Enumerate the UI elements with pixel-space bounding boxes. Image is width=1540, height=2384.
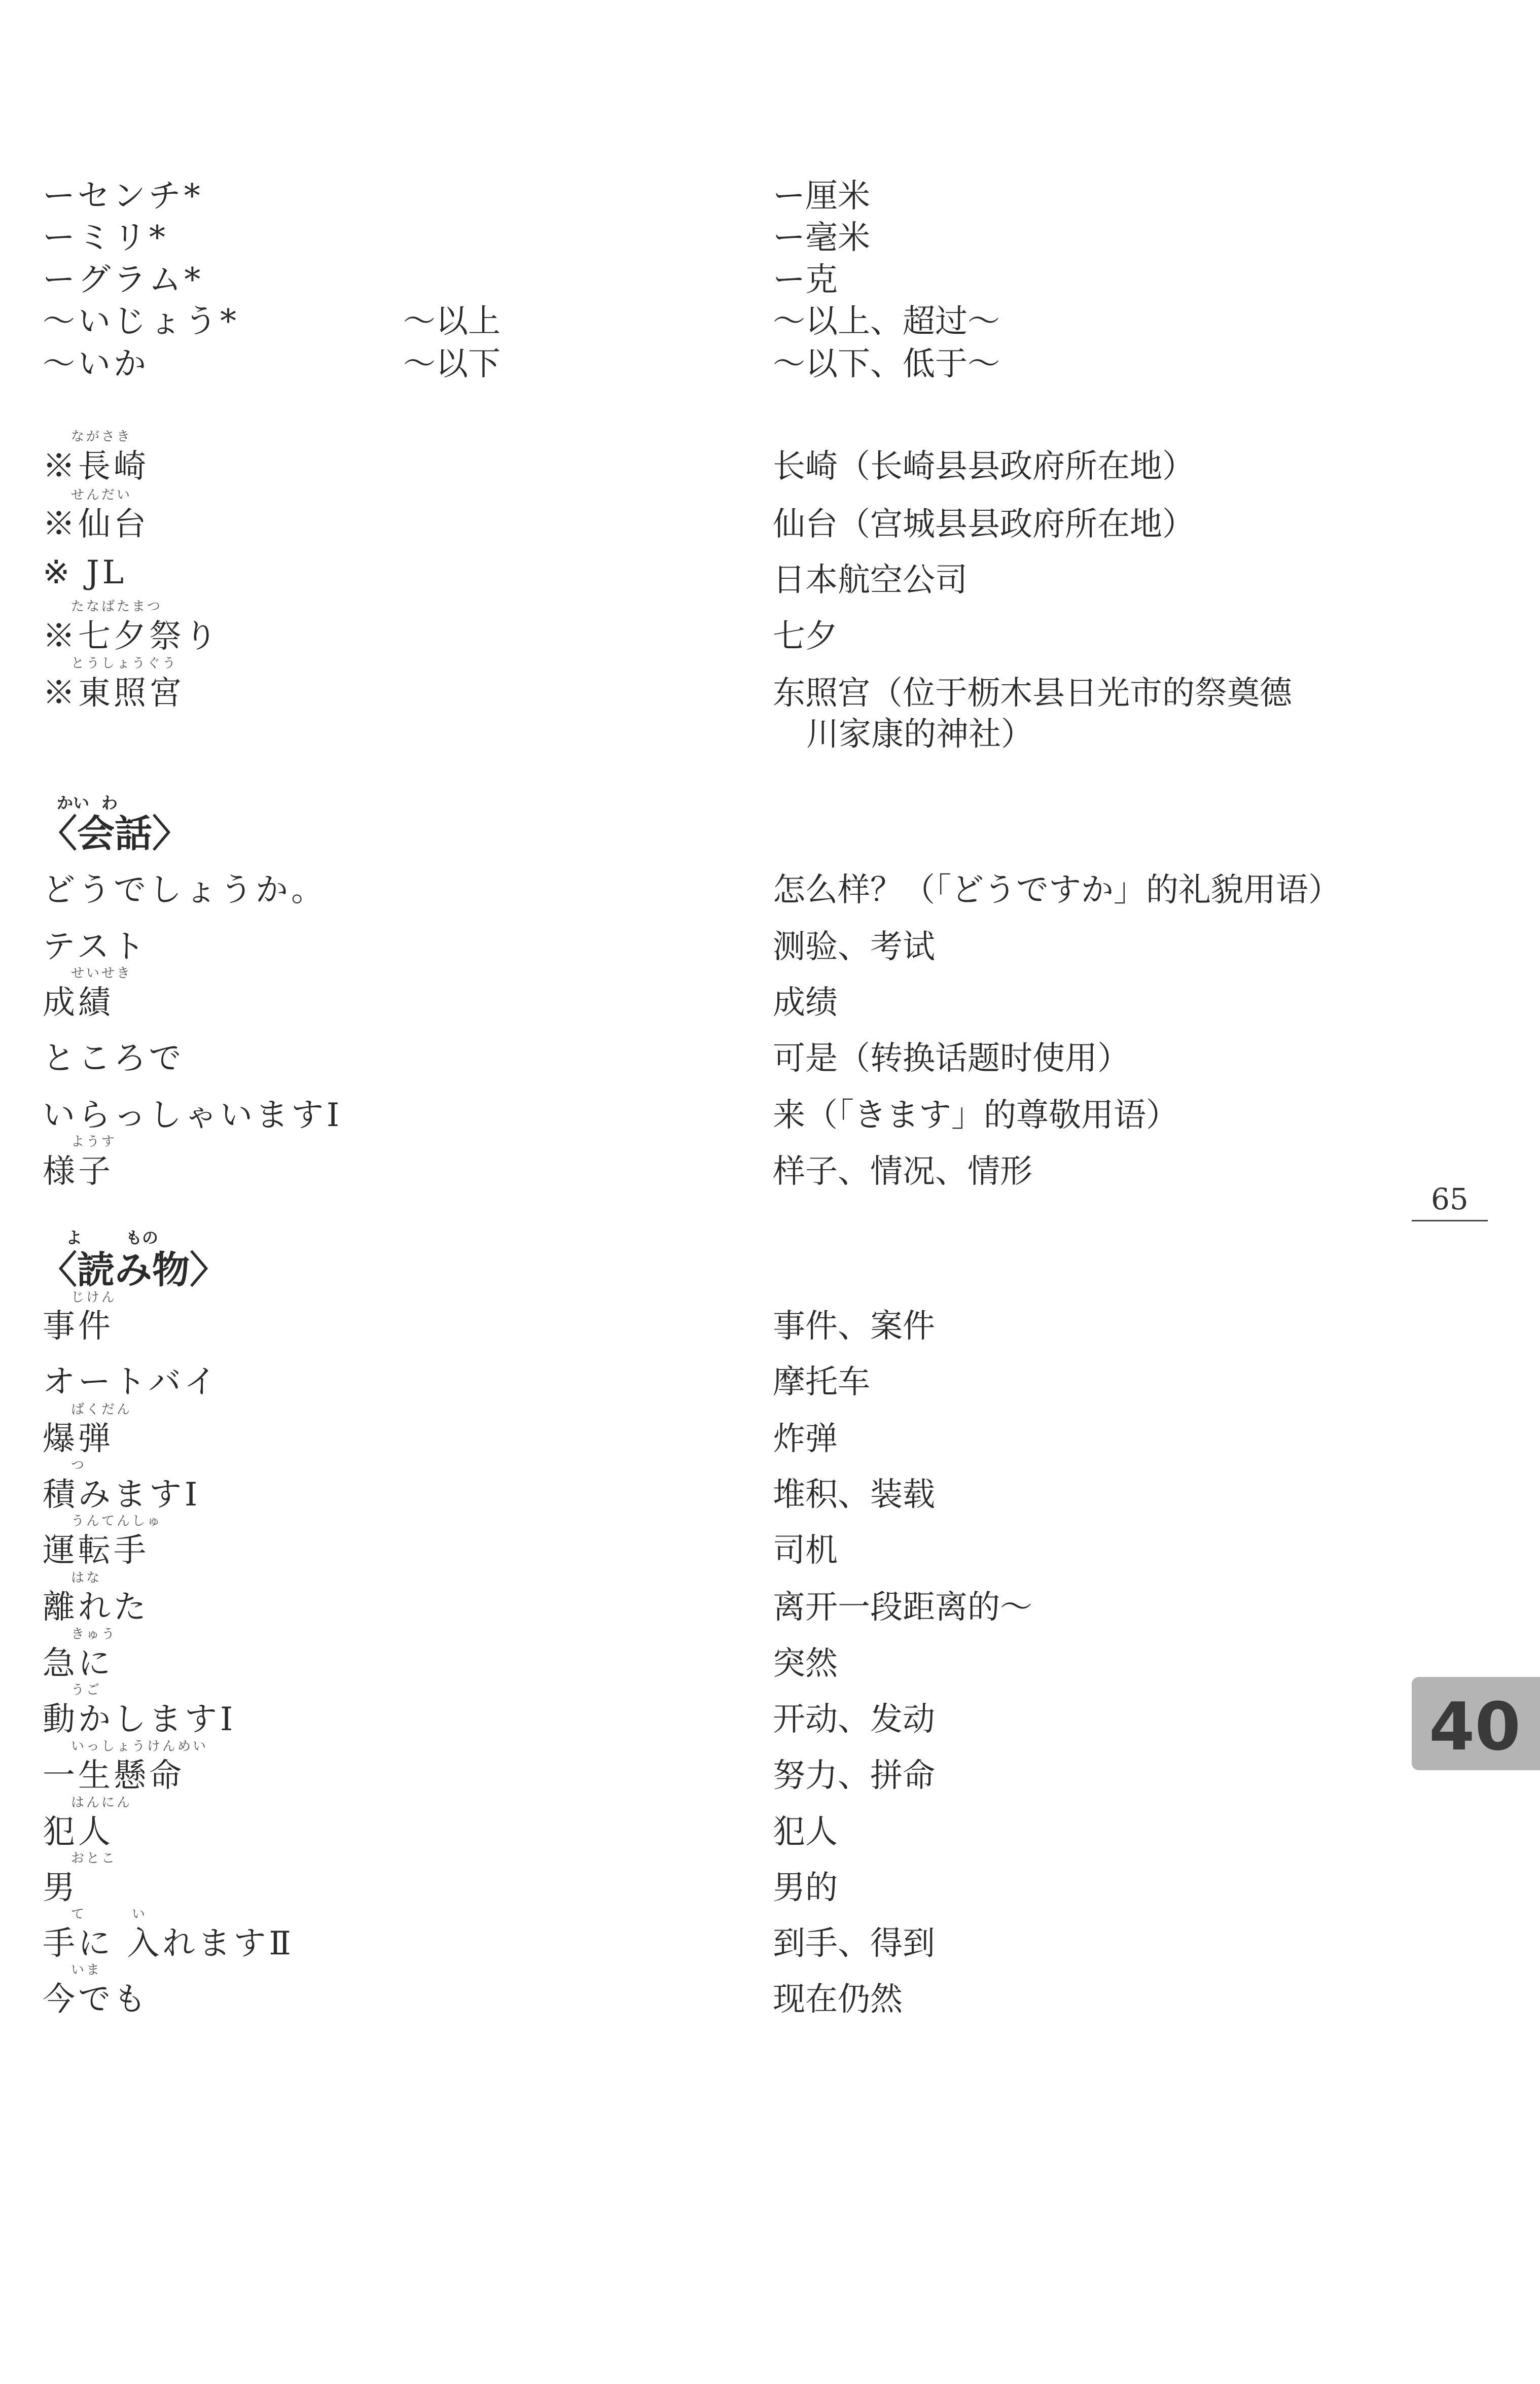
vocab-jp: 様子 [43, 1153, 114, 1190]
vocab-jp: ※ JL [43, 554, 127, 591]
vocab-jp: ※長崎 [43, 448, 149, 485]
vocab-cn-continued: 川家康的神社） [806, 716, 1033, 753]
vocab-jp: ーミリ* [43, 219, 168, 257]
vocab-cn: 努力、拼命 [773, 1757, 935, 1795]
vocab-jp: 事件 [43, 1308, 114, 1345]
lesson-tab [1412, 1677, 1540, 1770]
furigana: うご [71, 1682, 102, 1698]
page-number: 65 [1431, 1182, 1469, 1216]
furigana: じけん [71, 1290, 117, 1305]
vocab-cn: ～以下、低于～ [773, 345, 1000, 383]
furigana: ばくだん [71, 1402, 132, 1417]
heading-furigana: もの [126, 1228, 159, 1247]
vocab-jp: いらっしゃいますⅠ [43, 1097, 343, 1134]
vocab-jp: オートバイ [43, 1363, 220, 1401]
vocab-jp: 男 [43, 1869, 78, 1907]
vocab-cn: 怎么样？（「どうですか」的礼貌用语） [773, 871, 1341, 909]
vocab-cn: 炸弹 [773, 1420, 838, 1458]
vocab-kanji: ～以上 [403, 303, 500, 340]
furigana: おとこ [71, 1851, 117, 1866]
section-heading: 〈読み物〉 [40, 1248, 227, 1292]
vocab-cn: 摩托车 [773, 1363, 870, 1401]
furigana: はんにん [71, 1795, 132, 1810]
vocab-cn: 男的 [773, 1869, 838, 1907]
furigana: いま [71, 1962, 102, 1978]
vocab-cn: 测验、考试 [773, 928, 935, 966]
vocab-cn: 离开一段距离的～ [773, 1589, 1032, 1626]
vocab-jp: テスト [43, 928, 148, 966]
vocab-jp: ーグラム* [43, 261, 204, 299]
heading-furigana: わ [101, 793, 118, 813]
vocab-jp: ところで [43, 1040, 185, 1077]
section-heading: 〈会話〉 [40, 812, 190, 856]
vocab-cn: 现在仍然 [773, 1981, 903, 2018]
vocab-cn: ー克 [773, 261, 838, 299]
vocab-cn: 堆积、装载 [773, 1476, 935, 1514]
vocab-cn: 样子、情况、情形 [773, 1153, 1032, 1190]
vocab-jp: ※東照宮 [43, 675, 185, 712]
vocab-cn: ー毫米 [773, 219, 870, 257]
vocab-jp: 犯人 [43, 1813, 114, 1851]
vocab-jp: ～いじょう* [43, 303, 239, 340]
heading-furigana: よ [66, 1228, 83, 1247]
furigana: たなばたまつ [71, 599, 163, 614]
vocab-jp: ※七夕祭り [43, 618, 220, 655]
vocab-cn: 来（「きます」的尊敬用语） [773, 1097, 1178, 1134]
vocab-cn: 仙台（宫城县县政府所在地） [773, 506, 1195, 543]
page-number-rule [1412, 1220, 1488, 1221]
vocab-cn: 事件、案件 [773, 1308, 935, 1345]
furigana: せんだい [71, 487, 132, 503]
vocab-cn: ー厘米 [773, 178, 870, 215]
vocab-jp: 今でも [43, 1981, 149, 2018]
vocab-cn: 突然 [773, 1645, 838, 1682]
vocab-cn: 开动、发动 [773, 1701, 935, 1738]
furigana: いっしょうけんめい [71, 1739, 208, 1754]
vocab-cn: 东照宫（位于枥木县日光市的祭奠德 [773, 675, 1292, 712]
vocab-jp: 爆弾 [43, 1420, 114, 1458]
vocab-jp: 積みますⅠ [43, 1476, 201, 1514]
vocab-cn: 七夕 [773, 618, 838, 655]
vocab-jp: 動かしますⅠ [43, 1701, 236, 1738]
vocab-jp: ～いか [43, 345, 149, 383]
furigana: ようす [71, 1134, 117, 1149]
furigana: とうしょうぐう [71, 656, 178, 671]
vocab-jp: 手に 入れますⅡ [43, 1925, 294, 1962]
vocab-kanji: ～以下 [403, 345, 500, 383]
vocab-cn: 可是（转换话题时使用） [773, 1040, 1130, 1077]
vocab-jp: ーセンチ* [43, 178, 203, 215]
furigana: ながさき [71, 429, 132, 444]
lesson-tab-label: 40 [1429, 1688, 1521, 1765]
vocab-cn: 长崎（长崎县县政府所在地） [773, 448, 1195, 485]
vocab-jp: ※仙台 [43, 506, 149, 543]
furigana: せいせき [71, 966, 132, 981]
furigana: はな [71, 1570, 102, 1586]
vocab-cn: 犯人 [773, 1813, 838, 1851]
vocab-jp: 成績 [43, 984, 114, 1022]
vocab-cn: 日本航空公司 [773, 562, 968, 599]
furigana: て い [71, 1907, 148, 1922]
vocab-jp: 運転手 [43, 1532, 149, 1569]
furigana: うんてんしゅ [71, 1514, 163, 1529]
vocab-jp: どうでしょうか。 [43, 871, 327, 909]
vocab-cn: 成绩 [773, 984, 838, 1022]
vocab-jp: 急に [43, 1645, 114, 1682]
vocab-cn: 司机 [773, 1532, 838, 1569]
heading-furigana: かい [57, 793, 90, 813]
furigana: きゅう [71, 1627, 117, 1642]
vocab-cn: 到手、得到 [773, 1925, 935, 1962]
furigana: つ [71, 1458, 87, 1473]
vocab-cn: ～以上、超过～ [773, 303, 1000, 340]
vocab-jp: 離れた [43, 1589, 149, 1626]
vocab-jp: 一生懸命 [43, 1757, 185, 1795]
